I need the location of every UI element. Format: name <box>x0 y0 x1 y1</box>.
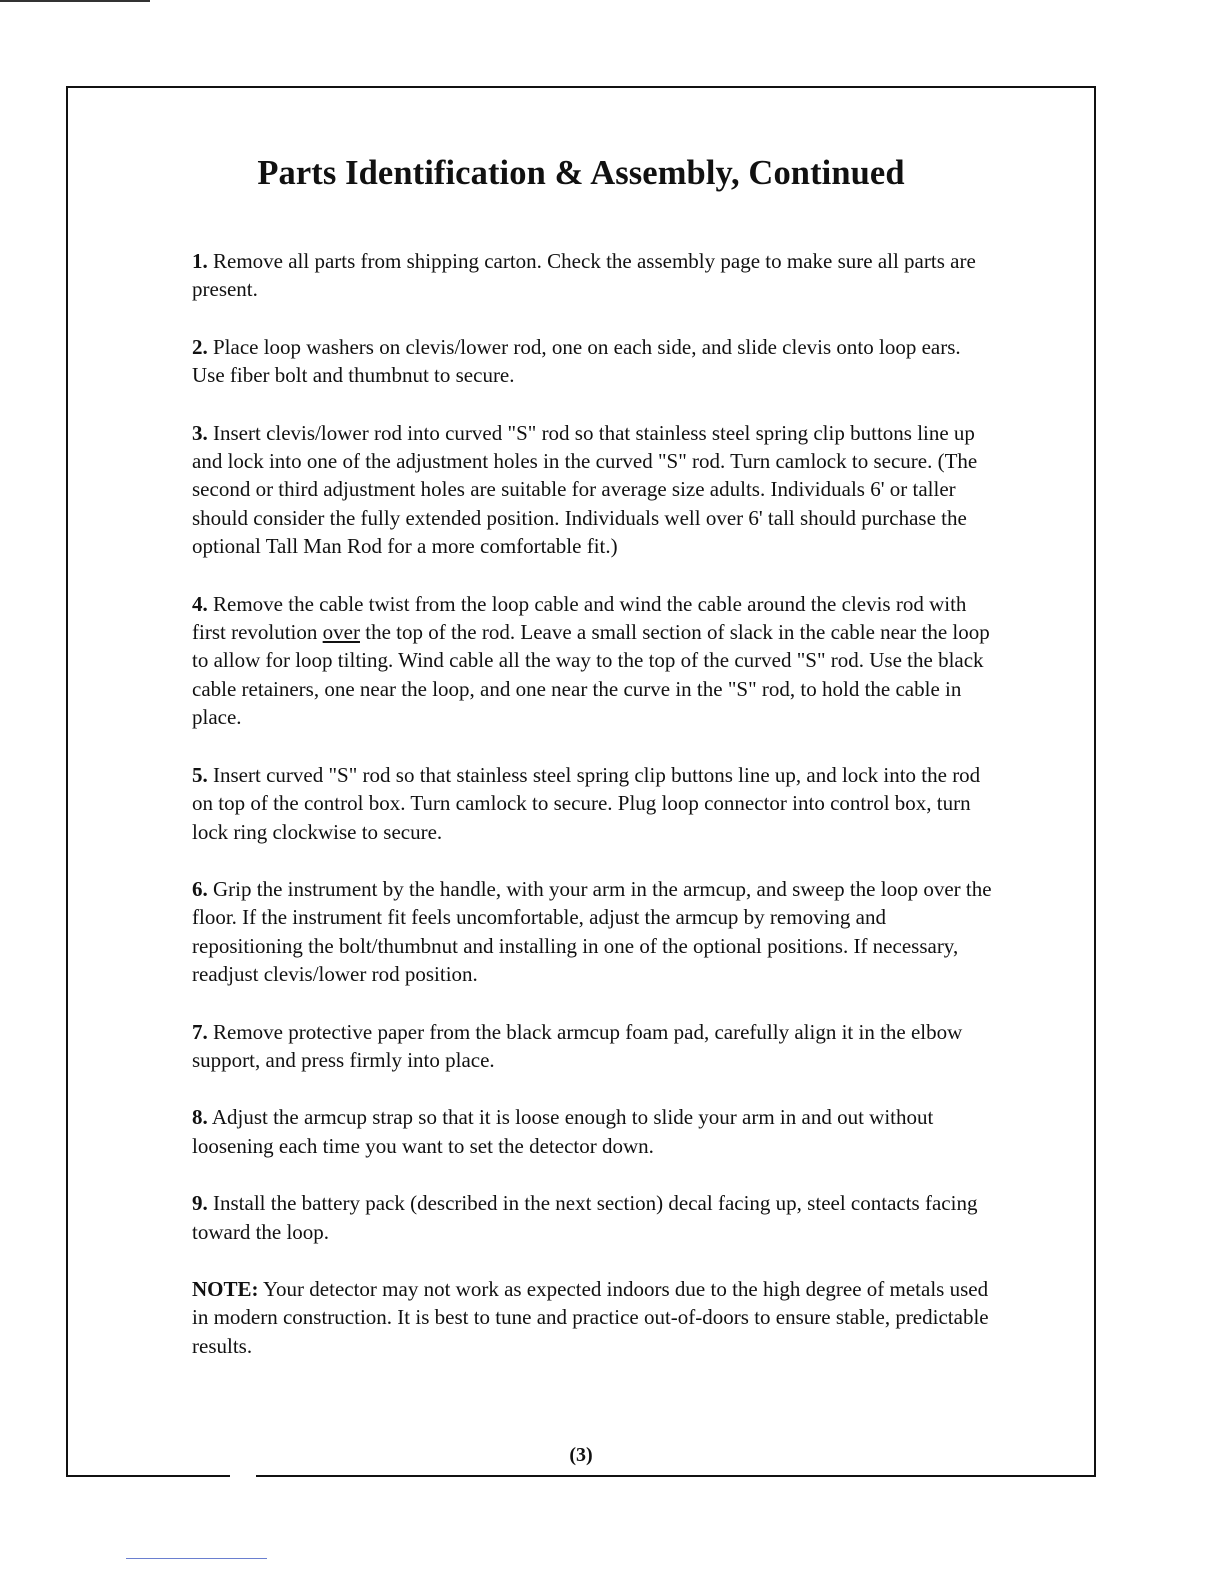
page-border-bottom-left <box>66 1475 230 1477</box>
page-border-bottom-right <box>256 1475 1096 1477</box>
note-paragraph <box>192 1275 992 1360</box>
emphasized-word: over <box>322 620 360 645</box>
step-text: Remove the cable twist from the loop cable and wind the cable around the clevis rod with first revolution <box>192 591 967 645</box>
step-3 <box>192 419 992 561</box>
step-number: 3. <box>192 420 208 445</box>
step-7 <box>192 1018 992 1075</box>
step-number: 9. <box>192 1191 208 1216</box>
step-text: Remove all parts from shipping carton. Check the assembly page to make sure all parts are present. <box>192 249 976 302</box>
scan-edge-mark-top <box>0 0 150 6</box>
step-1 <box>192 247 992 304</box>
step-number: 2. <box>192 334 208 359</box>
step-text: Adjust the armcup strap so that it is loose enough to slide your arm in and out without loosening each time you want to set the detector down. <box>192 1105 934 1158</box>
step-number: 8. <box>192 1105 208 1130</box>
assembly-steps <box>192 247 992 1389</box>
step-5 <box>192 761 992 846</box>
note-label: NOTE: <box>192 1276 259 1301</box>
step-text: Place loop washers on clevis/lower rod, one on each side, and slide clevis onto loop ears. Use fiber bolt and thumbnut to secure. <box>192 334 961 388</box>
note-text: Your detector may not work as expected indoors due to the high degree of metals used in modern construction. It is best to tune and practice out-of-doors to ensure stable, predictable results. <box>192 1276 989 1358</box>
step-4 <box>192 590 992 732</box>
step-9 <box>192 1189 992 1246</box>
step-number: 4. <box>192 591 208 616</box>
step-text: Insert clevis/lower rod into curved "S" rod so that stainless steel spring clip buttons line up and lock into one of the adjustment holes in the curved "S" rod. Turn camlock to secure. (The second or third adjustment holes are suitable for average size adults. Individuals 6' or taller should consider the fully extended position. Individuals well over 6' tall should purchase the optional Tall Man Rod for a more comfortable fit.) <box>192 420 978 559</box>
step-text: Remove protective paper from the black armcup foam pad, carefully align it in the elbow support, and press firmly into place. <box>192 1019 963 1072</box>
step-text: Grip the instrument by the handle, with your arm in the armcup, and sweep the loop over the floor. If the instrument fit feels uncomfortable, adjust the armcup by removing and repositioning the bolt/thumbnut and installing in one of the optional positions. If necessary, readjust clevis/lower rod position. <box>192 876 992 987</box>
step-text: Install the battery pack (described in the next section) decal facing up, steel contacts facing toward the loop. <box>192 1191 978 1244</box>
step-2 <box>192 333 992 390</box>
step-text-continued: the top of the rod. Leave a small section of slack in the cable near the loop to allow for loop tilting. Wind cable all the way to the top of the curved "S" rod. Use the black cable retainers, one near the loop, and one near the curve in the "S" rod, to hold the cable in place. <box>192 620 990 730</box>
step-number: 5. <box>192 762 208 787</box>
step-number: 6. <box>192 876 208 901</box>
step-8 <box>192 1103 992 1160</box>
step-6 <box>192 875 992 989</box>
step-text: Insert curved "S" rod so that stainless steel spring clip buttons line up, and lock into the rod on top of the control box. Turn camlock to secure. Plug loop connector into control box, turn lock ring clockwise to secure. <box>192 762 981 844</box>
page-title: Parts Identification & Assembly, Continued <box>257 154 905 192</box>
page-number: (3) <box>569 1444 593 1466</box>
step-number: 7. <box>192 1019 208 1044</box>
scan-edge-mark-bottom <box>126 1558 267 1559</box>
step-number: 1. <box>192 249 208 273</box>
